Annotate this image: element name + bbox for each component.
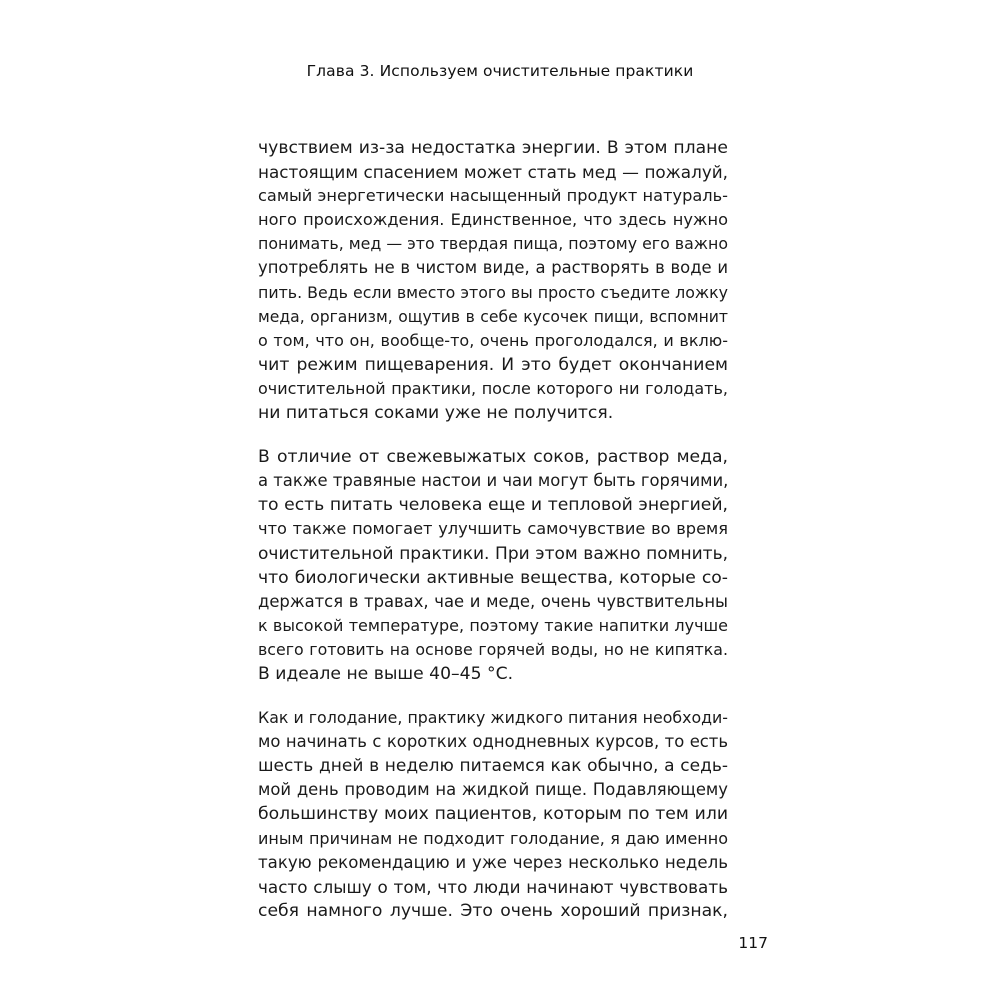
text-line: что биологически активные вещества, которые со- bbox=[258, 567, 728, 588]
text-line: очистительной практики, после которого ни голодать, bbox=[258, 378, 728, 398]
body-text bbox=[258, 136, 728, 923]
paragraph-spacer bbox=[258, 425, 728, 445]
paragraph-2 bbox=[258, 445, 728, 686]
text-line: понимать, мед — это твердая пища, поэтому его важно bbox=[258, 234, 729, 254]
text-line: В идеале не выше 40–45 °C. bbox=[258, 663, 514, 684]
paragraph-spacer bbox=[258, 686, 728, 706]
text-line: мой день проводим на жидкой пище. Подавляющему bbox=[258, 780, 728, 800]
text-line: то есть питать человека еще и тепловой энергией, bbox=[258, 495, 728, 516]
text-line: ного происхождения. Единственное, что здесь нужно bbox=[258, 210, 728, 230]
text-line: о том, что он, вообще-то, очень проголодался, и вклю- bbox=[258, 330, 728, 350]
text-line: большинству моих пациентов, которым по тем или bbox=[258, 804, 728, 825]
text-line: пить. Ведь если вместо этого вы просто съедите ложку bbox=[258, 282, 728, 302]
text-line: иным причинам не подходит голодание, я даю именно bbox=[258, 828, 728, 848]
text-line: самый энергетически насыщенный продукт натураль- bbox=[258, 186, 728, 206]
text-line: настоящим спасением может стать мед — пожалуй, bbox=[258, 162, 728, 183]
text-line: употреблять не в чистом виде, а растворять в воде и bbox=[258, 258, 728, 278]
text-line: а также травяные настои и чаи могут быть горячими, bbox=[258, 471, 729, 491]
text-line: очистительной практики. При этом важно помнить, bbox=[258, 543, 728, 564]
page-number: 117 bbox=[738, 934, 768, 952]
text-line: В отличие от свежевыжатых соков, раствор меда, bbox=[258, 447, 728, 468]
running-head: Глава 3. Используем очистительные практики bbox=[306, 62, 694, 80]
text-line: чувствием из-за недостатка энергии. В этом плане bbox=[258, 138, 728, 158]
text-line: что также помогает улучшить самочувствие во время bbox=[258, 519, 728, 539]
text-line: ни питаться соками уже не получится. bbox=[258, 403, 614, 424]
paragraph-1 bbox=[258, 136, 728, 425]
text-line: Как и голодание, практику жидкого питания необходи- bbox=[258, 708, 728, 728]
text-line: себя намного лучше. Это очень хороший признак, bbox=[258, 900, 728, 921]
text-line: мо начинать с коротких однодневных курсов, то есть bbox=[258, 732, 728, 752]
text-line: меда, организм, ощутив в себе кусочек пищи, вспомнит bbox=[258, 307, 728, 326]
text-line: всего готовить на основе горячей воды, но не кипятка. bbox=[258, 639, 728, 659]
text-line: держатся в травах, чае и меде, очень чувствительны bbox=[258, 591, 728, 611]
text-line: чит режим пищеварения. И это будет окончанием bbox=[258, 354, 728, 375]
paragraph-3 bbox=[258, 706, 728, 923]
text-line: к высокой температуре, поэтому такие напитки лучше bbox=[258, 615, 728, 635]
text-line: часто слышу о том, что люди начинают чувствовать bbox=[258, 876, 728, 897]
text-line: такую рекомендацию и уже через несколько недель bbox=[258, 852, 728, 872]
text-line: шесть дней в неделю питаемся как обычно, а седь- bbox=[258, 756, 728, 777]
